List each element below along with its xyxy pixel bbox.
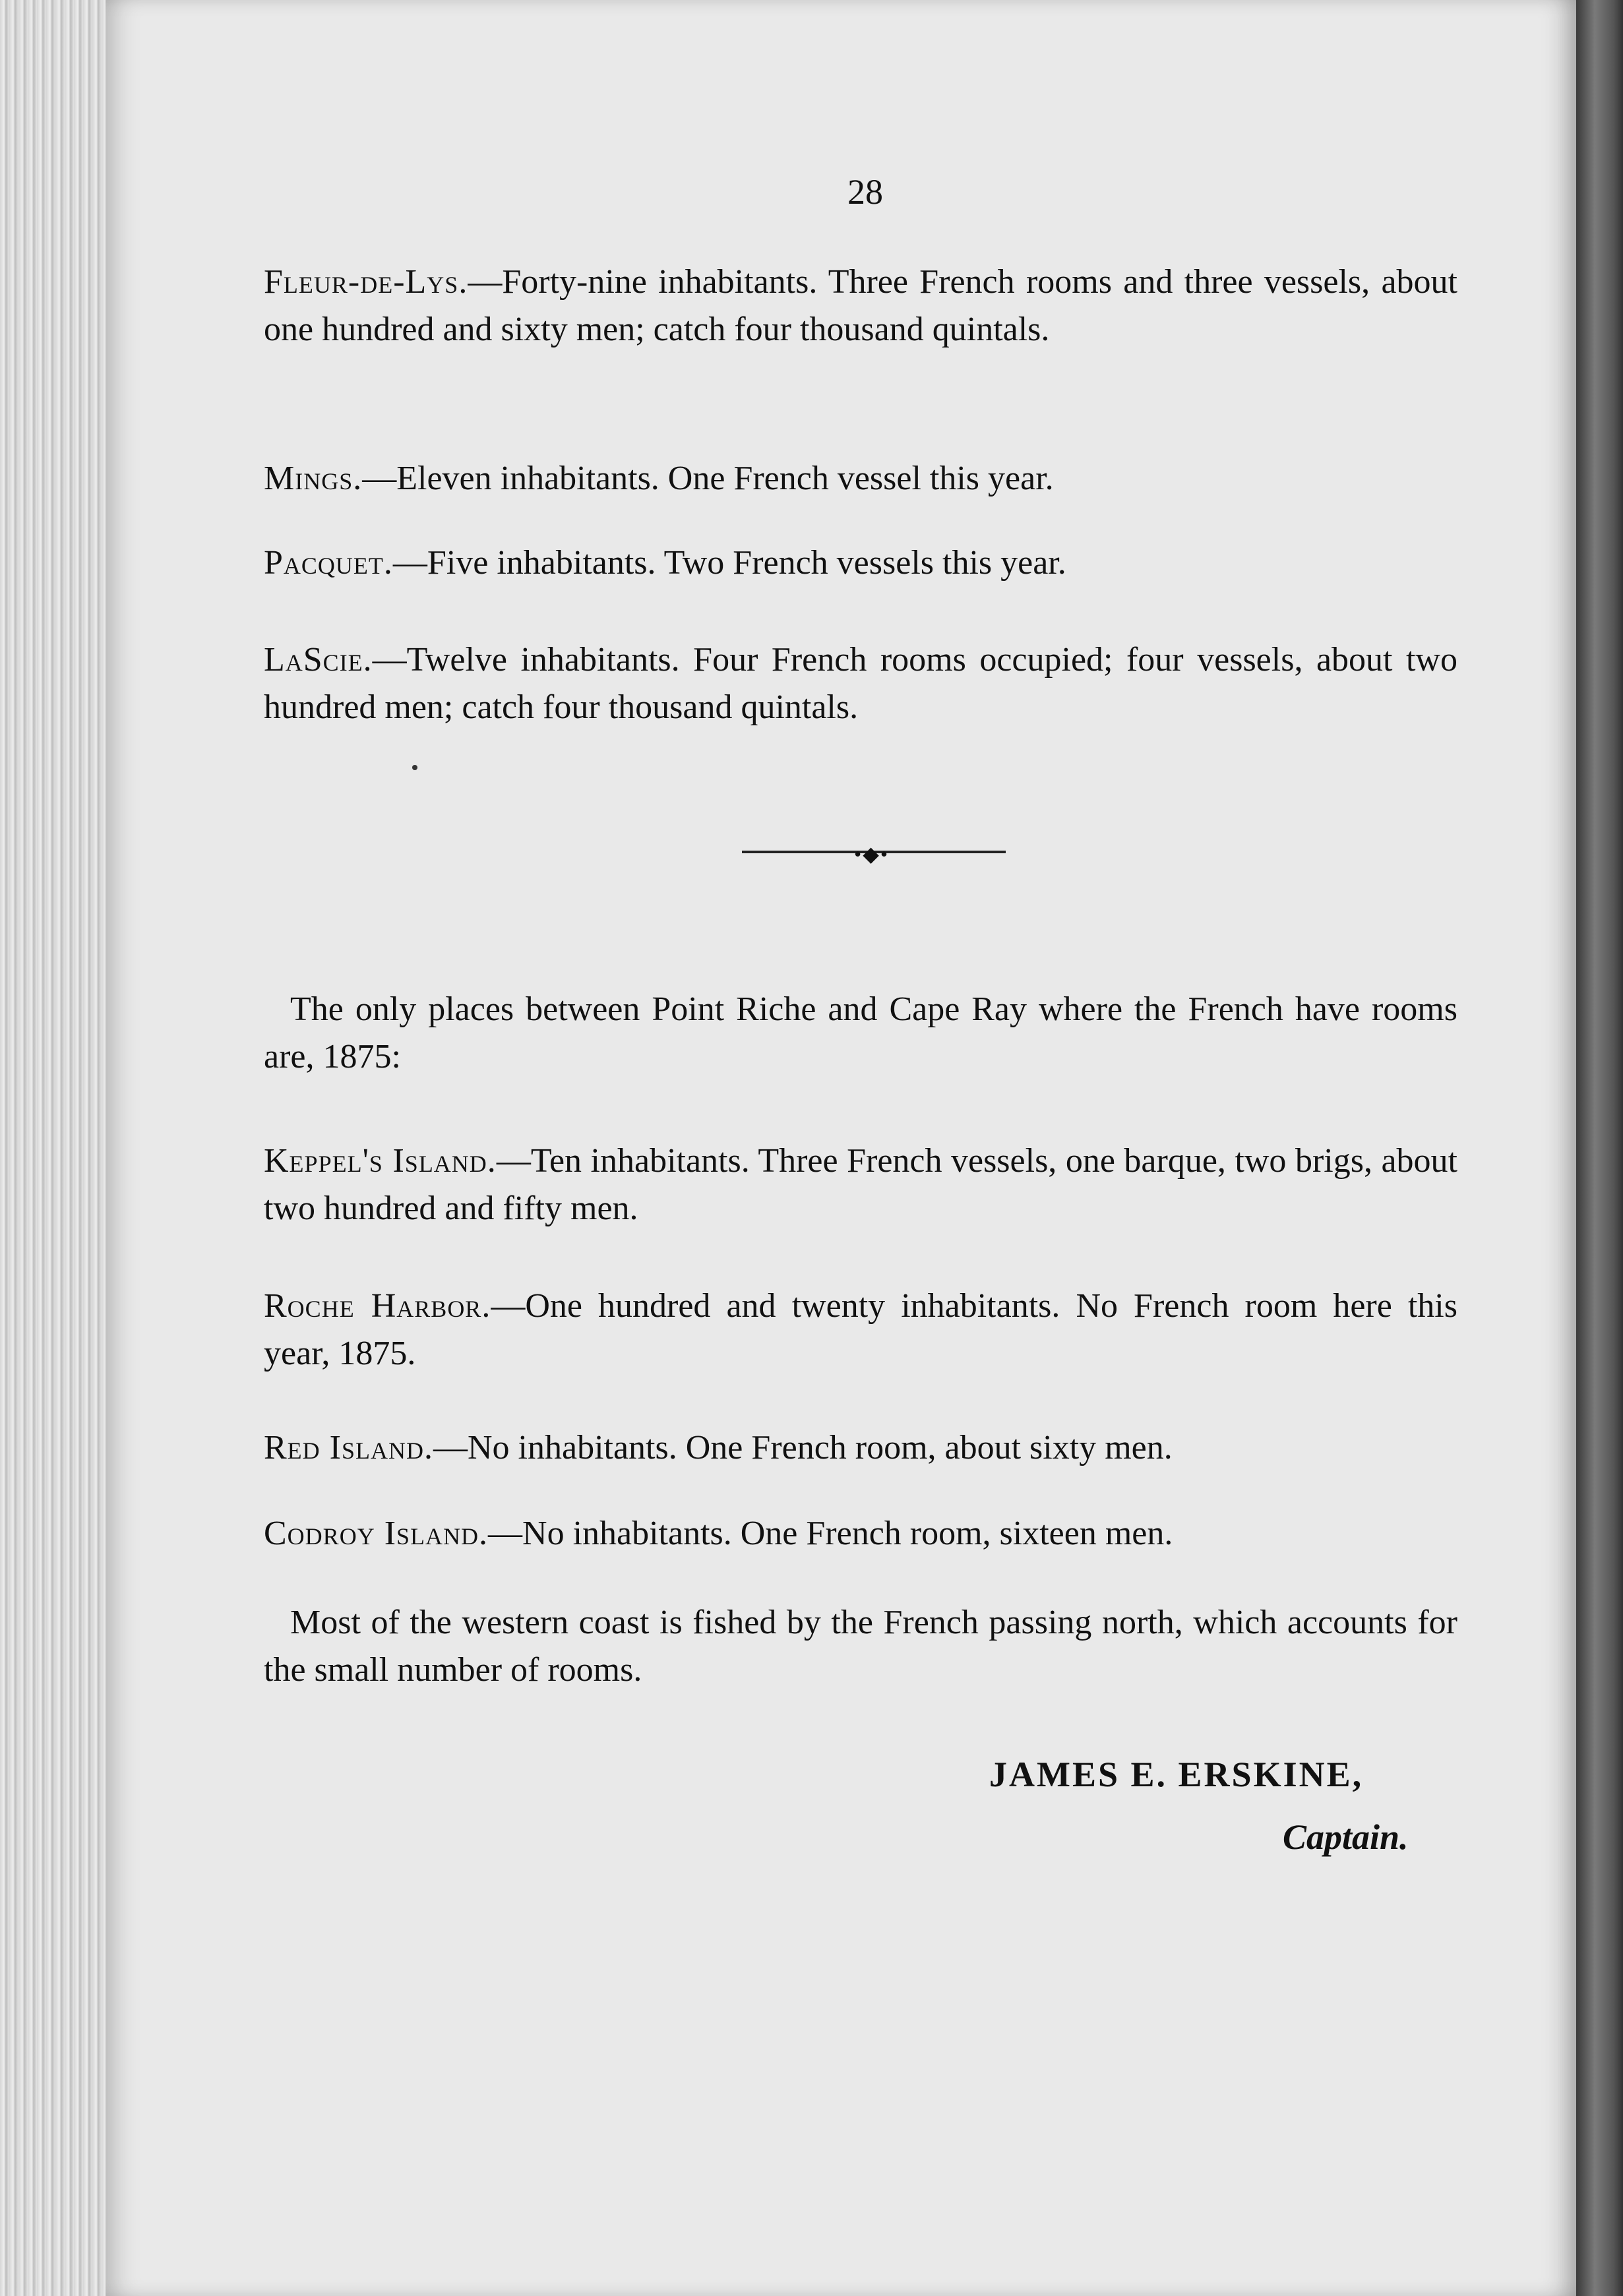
page-stack-edges xyxy=(0,0,115,2296)
intro-paragraph: The only places between Point Riche and Cape Ray where the French have rooms are, 1875: xyxy=(264,990,1457,1075)
book-spine xyxy=(1576,0,1623,2296)
entry-heading: Red Island. xyxy=(264,1429,433,1466)
page-number: 28 xyxy=(847,172,883,212)
entry-text: —No inhabitants. One French room, sixteen men. xyxy=(488,1515,1173,1552)
entry-heading: Mings. xyxy=(264,460,363,497)
entry-roche-harbor xyxy=(264,1283,1457,1377)
signature-title: Captain. xyxy=(1283,1817,1409,1857)
entry-text: —Eleven inhabitants. One French vessel this year. xyxy=(362,460,1054,497)
entry-red-island xyxy=(264,1424,1457,1472)
divider-ornament: •◆• xyxy=(854,842,890,866)
entry-heading: LaScie. xyxy=(264,641,373,679)
entry-mings xyxy=(264,455,1457,502)
entry-keppels-island xyxy=(264,1137,1457,1232)
entry-heading: Codroy Island. xyxy=(264,1515,489,1552)
entry-text: —One hundred and twenty inhabitants. No French room here this year, 1875. xyxy=(264,1287,1457,1372)
entry-heading: Roche Harbor. xyxy=(264,1287,491,1325)
entry-codroy-island xyxy=(264,1510,1457,1557)
signature-name: JAMES E. ERSKINE, xyxy=(989,1755,1364,1794)
entry-fleur-de-lys xyxy=(264,258,1457,353)
entry-lascie xyxy=(264,636,1457,731)
entry-text: —Twelve inhabitants. Four French rooms occupied; four vessels, about two hundred men; catch four thousand quintals. xyxy=(264,641,1457,726)
closing-paragraph: Most of the western coast is fished by the French passing north, which accounts for the small number of rooms. xyxy=(264,1604,1457,1689)
entry-text: —Five inhabitants. Two French vessels this year. xyxy=(392,544,1066,582)
entry-text: —No inhabitants. One French room, about sixty men. xyxy=(433,1429,1173,1466)
bleed-through-text xyxy=(251,310,259,356)
entry-heading: Keppel's Island. xyxy=(264,1142,497,1180)
stray-mark xyxy=(412,765,417,770)
entry-text: —Ten inhabitants. Three French vessels, one barque, two brigs, about two hundred and fifty men. xyxy=(264,1142,1458,1227)
entry-text: —Forty-nine inhabitants. Three French rooms and three vessels, about one hundred and sixty men; catch four thousand quintals. xyxy=(264,263,1457,348)
entry-pacquet xyxy=(264,539,1457,587)
entry-heading: Pacquet. xyxy=(264,544,393,582)
entry-heading: Fleur-de-Lys. xyxy=(264,263,468,301)
